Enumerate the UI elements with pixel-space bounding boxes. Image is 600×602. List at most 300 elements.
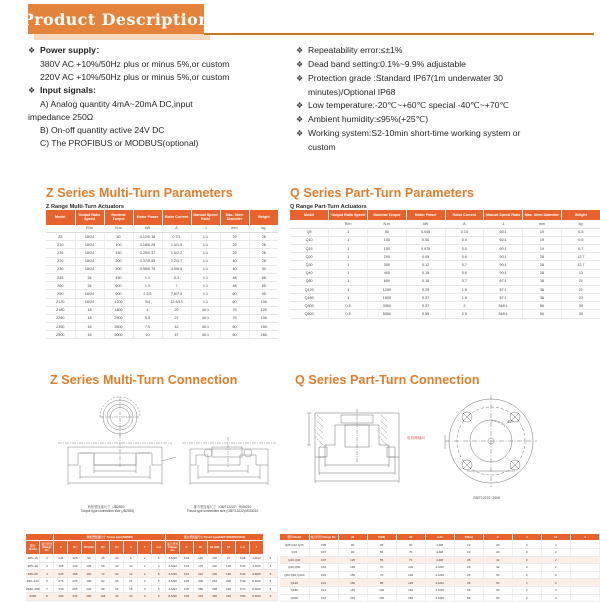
table-row <box>290 310 600 318</box>
table-cell: F35 <box>180 593 194 601</box>
column-header: H <box>483 534 512 541</box>
table-cell: 95 <box>249 290 278 298</box>
table-cell: 181 <box>338 586 367 594</box>
table-cell: 27 <box>162 314 191 322</box>
table-row <box>280 548 600 556</box>
table-cell: 2 <box>138 577 152 585</box>
table-cell: Z45~60 <box>26 570 40 578</box>
table-cell: 75 <box>220 306 249 314</box>
table-cell: Z90~120 <box>26 579 39 584</box>
column-header: Motor Power <box>133 210 162 225</box>
specs-left-column <box>0 44 292 154</box>
table-cell: 4-M8 <box>425 556 454 564</box>
q-parameters-title: Q Series Part-Turn Parameters <box>290 186 474 200</box>
table-cell: 1.1 <box>133 273 162 281</box>
column-header: T <box>138 541 152 555</box>
connection-section <box>0 373 600 514</box>
table-cell: 29 <box>220 233 249 241</box>
table-cell: 40:1 <box>191 331 220 339</box>
table-cell: 8-M16 <box>250 577 264 585</box>
table-cell: 21 <box>561 285 600 293</box>
table-row <box>26 562 278 570</box>
table-cell: Z10 <box>46 241 75 249</box>
table-cell: 225 <box>54 570 68 578</box>
table-cell: 21 <box>561 277 600 285</box>
table-cell: 300 <box>194 577 208 585</box>
diamond-bullet-icon: ❖ <box>296 60 304 69</box>
table-cell: 300 <box>104 265 133 273</box>
table-cell: 350 <box>194 585 208 593</box>
table-cell: 87:1 <box>484 277 523 285</box>
table-cell: 40:1 <box>191 314 220 322</box>
table-cell: 102 <box>208 555 222 563</box>
table-cell: 1 <box>329 236 368 244</box>
spec-item <box>296 113 600 126</box>
table-cell: Z45 <box>46 273 75 281</box>
table-cell: 345 <box>68 593 82 601</box>
table-cell: 70 <box>222 555 236 563</box>
table-cell: Z180 <box>46 306 75 314</box>
table-cell: 190 <box>82 577 96 585</box>
specifications-section <box>0 44 600 154</box>
table-cell: 29 <box>220 241 249 249</box>
table-cell: 12.7 <box>561 261 600 269</box>
table-cell: 165 <box>54 562 68 570</box>
table-cell: 130 <box>367 594 396 602</box>
table-cell: 56 <box>367 548 396 556</box>
table-cell: Q40 <box>290 269 329 277</box>
table-cell: 18/24 <box>75 233 104 241</box>
table-cell: 6 <box>263 593 277 601</box>
table-cell <box>570 571 599 579</box>
table-row <box>46 298 278 306</box>
table-cell <box>570 579 599 587</box>
table-cell: 400 <box>368 269 407 277</box>
table-cell: 0.09 <box>406 253 445 261</box>
unit-cell: R/m <box>329 220 368 228</box>
table-cell: 58 <box>249 273 278 281</box>
table-header-row <box>280 534 600 541</box>
table-cell: 1800 <box>368 294 407 302</box>
table-cell: 125 <box>68 555 82 563</box>
table-cell: 100 <box>104 241 133 249</box>
table-cell <box>570 556 599 564</box>
table-cell: 0.37 <box>406 302 445 310</box>
spec-item <box>296 99 600 112</box>
unit-cell: kW <box>133 225 162 233</box>
spec-text: Low temperature:-20℃~+60℃ special -40℃~+70℃ <box>308 100 510 110</box>
table-cell: 4-M24 <box>166 585 180 593</box>
table-cell: 0.55 <box>406 310 445 318</box>
table-cell: 90 <box>338 548 367 556</box>
table-cell: 12 <box>124 570 138 578</box>
column-header: Manual Speed Ratio <box>484 210 523 220</box>
table-cell: 30 <box>249 265 278 273</box>
table-cell: 4-M12 <box>166 562 180 570</box>
spec-text: impedance 250Ω <box>28 112 94 122</box>
column-header: Max. Stem Diameter <box>523 210 562 220</box>
z-thrust-caption-en: Thrust type connection size (GB/T12222)/ISO5210 <box>186 509 259 514</box>
table-cell: F07 <box>309 556 338 564</box>
table-cell: 46 <box>110 593 124 601</box>
table-cell: 0.25 <box>406 285 445 293</box>
table-cell: 8-M20 <box>250 585 264 593</box>
column-header: D4 <box>110 541 124 555</box>
table-cell: 3 <box>512 594 541 602</box>
q-dimensions-table <box>280 534 600 602</box>
table-cell: 900 <box>104 290 133 298</box>
table-cell: 38 <box>454 579 483 587</box>
table-row <box>290 269 600 277</box>
column-header: J <box>512 534 541 541</box>
table-cell: 3 <box>541 594 570 602</box>
table-cell: 18/24 <box>75 241 104 249</box>
table-cell: 0.15 <box>406 269 445 277</box>
table-cell: 4-M20 <box>166 577 180 585</box>
table-row <box>46 306 278 314</box>
column-header: b2 <box>541 534 570 541</box>
spec-item <box>296 72 600 85</box>
table-cell: Z60 <box>46 282 75 290</box>
unit-cell: mm <box>523 220 562 228</box>
z-torque-caption-en: Torque type connection size (JB2920) <box>80 509 135 514</box>
table-cell: 4-M12 <box>425 579 454 587</box>
table-cell: 60:1 <box>484 236 523 244</box>
table-cell: 0.5 <box>329 302 368 310</box>
table-cell: 18 <box>124 585 138 593</box>
table-cell: 295 <box>68 585 82 593</box>
table-cell: 38 <box>523 294 562 302</box>
table-cell: 60 <box>220 298 249 306</box>
table-cell: 35 <box>561 310 600 318</box>
table-row <box>280 571 600 579</box>
table-cell: 1200 <box>368 285 407 293</box>
table-cell: Q300 <box>290 302 329 310</box>
column-header: n-d4 <box>425 534 454 541</box>
table-cell: 60 <box>110 570 124 578</box>
table-cell: 7/80 <box>236 593 250 601</box>
title-banner <box>21 4 211 34</box>
table-cell: 1 <box>329 285 368 293</box>
table-cell: 40 <box>220 257 249 265</box>
table-row <box>290 261 600 269</box>
table-cell: 4-M10 <box>425 564 454 572</box>
table-cell: 20 <box>162 306 191 314</box>
table-cell: 5 <box>152 577 166 585</box>
table-cell: 1.6/2.2 <box>162 249 191 257</box>
table-cell: 230 <box>222 585 236 593</box>
table-cell: F10 <box>309 564 338 572</box>
table-cell: F14 <box>180 562 194 570</box>
table-cell: Q500 <box>290 310 329 318</box>
table-cell: Z25~30 <box>26 562 40 570</box>
table-cell: 7.6/7.9 <box>162 290 191 298</box>
table-cell: 3 <box>512 548 541 556</box>
spec-item <box>296 44 600 57</box>
column-header: Rotor Current <box>445 210 484 220</box>
table-cell: 1 <box>329 261 368 269</box>
table-cell: 120 <box>249 306 278 314</box>
table-cell: Z5 <box>46 233 75 241</box>
table-cell <box>570 586 599 594</box>
table-cell: 48 <box>220 273 249 281</box>
table-cell: Z350 <box>26 593 40 601</box>
q-parameters-table <box>290 210 600 319</box>
table-cell: 19 <box>523 236 562 244</box>
spec-text: Working system:S2-10min short-time working system or <box>308 128 521 138</box>
table-cell: 19 <box>454 548 483 556</box>
table-cell: 42 <box>483 564 512 572</box>
table-cell: Z250 <box>46 314 75 322</box>
table-cell: 4-M10 <box>250 555 264 563</box>
table-cell: 90:1 <box>484 261 523 269</box>
table-cell: Q120 <box>280 579 309 587</box>
column-header: Manual Speed Ratio <box>191 210 220 225</box>
table-cell: 175 <box>194 562 208 570</box>
table-cell: 4-M10 <box>425 571 454 579</box>
page-header <box>0 0 600 40</box>
table-cell: 7 <box>162 282 191 290</box>
table-cell: Z90 <box>46 290 75 298</box>
table-cell: F14 <box>309 586 338 594</box>
table-cell: 5 <box>263 577 277 585</box>
table-cell: 3 <box>512 564 541 572</box>
table-cell: 210 <box>194 570 208 578</box>
table-cell: 8-M30 <box>250 593 264 601</box>
q-parameters-subtitle: Q Range Part-Turn Actuators <box>290 204 367 210</box>
unit-cell: A <box>162 225 191 233</box>
table-cell: 18 <box>75 306 104 314</box>
table-row <box>46 290 278 298</box>
spec-text: Ambient humidity:≤95%(+25℃) <box>308 114 429 124</box>
table-cell: 45 <box>96 555 110 563</box>
unit-cell <box>46 225 75 233</box>
table-cell: 60 <box>483 594 512 602</box>
table-cell: 42 <box>483 556 512 564</box>
table-cell: 1.4/1.8 <box>162 241 191 249</box>
table-cell: Q60 <box>290 277 329 285</box>
table-cell: 150 <box>368 244 407 252</box>
table-cell: 200 <box>222 577 236 585</box>
table-cell: 19 <box>523 244 562 252</box>
table-cell: 35 <box>367 541 396 549</box>
specs-right-column <box>292 44 600 154</box>
unit-cell: N.m <box>368 220 407 228</box>
unit-cell <box>290 220 329 228</box>
table-cell: 82 <box>96 577 110 585</box>
table-cell: 1 <box>329 294 368 302</box>
table-cell: 0.37/0.55 <box>133 257 162 265</box>
table-cell: Z20 <box>46 257 75 265</box>
dimension-tables-section <box>0 534 600 602</box>
table-row <box>280 586 600 594</box>
table-cell: 102 <box>396 571 425 579</box>
table-cell: 7/36 <box>236 562 250 570</box>
table-cell: 600 <box>104 282 133 290</box>
column-header: Model <box>46 210 75 225</box>
table-cell: 6.5 <box>561 228 600 236</box>
table-cell: 90 <box>82 555 96 563</box>
table-cell: 5.5 <box>133 314 162 322</box>
table-cell: 28 <box>523 253 562 261</box>
table-row <box>26 585 278 593</box>
table-cell: 3 <box>512 571 541 579</box>
table-cell: 60 <box>483 586 512 594</box>
table-cell: 20 <box>483 548 512 556</box>
table-cell: 6 <box>124 555 138 563</box>
table-cell: 4-M20 <box>250 570 264 578</box>
table-cell: Z05~15 <box>26 555 40 563</box>
spec-item <box>28 44 292 57</box>
table-cell: 220 <box>82 585 96 593</box>
table-cell: 125 <box>194 555 208 563</box>
table-cell: 4-M8 <box>425 541 454 549</box>
z-parameters-block <box>0 186 278 339</box>
table-cell: 13 <box>110 585 124 593</box>
spec-text: Dead band setting:0.1%~9.9% adjustable <box>308 59 466 69</box>
table-cell: 5 <box>152 555 166 563</box>
z-thrust-caption-cn: 推力型连接尺寸（GB/T12222）ISO5210 <box>193 505 252 509</box>
table-cell: 6.6 <box>561 236 600 244</box>
table-cell: Z500 <box>46 331 75 339</box>
table-cell: F05 <box>309 541 338 549</box>
table-cell: 1:1 <box>191 257 220 265</box>
group-header <box>26 534 54 541</box>
column-header: T <box>250 541 264 555</box>
table-row <box>290 285 600 293</box>
unit-cell: R/m <box>75 225 104 233</box>
table-cell: 1:1 <box>191 233 220 241</box>
table-cell: 50 <box>396 541 425 549</box>
table-cell: 100 <box>249 298 278 306</box>
table-cell: Q20 <box>290 253 329 261</box>
table-cell: 5 <box>263 570 277 578</box>
table-row <box>280 564 600 572</box>
column-header: Nominal Torque <box>104 210 133 225</box>
table-row <box>46 241 278 249</box>
table-cell: 1.5 <box>133 282 162 290</box>
z-torque-caption-cn: 转矩型连接尺寸（JB2920） <box>87 505 128 509</box>
column-header: n-d <box>236 541 250 555</box>
table-cell: 100 <box>249 314 278 322</box>
q-flange-drawing-svg <box>295 395 575 505</box>
diamond-bullet-icon: ❖ <box>296 46 304 55</box>
column-header: 型号 Model <box>280 534 309 541</box>
table-cell: 3 <box>512 579 541 587</box>
unit-cell: :1 <box>484 220 523 228</box>
column-header: T(Max) <box>454 534 483 541</box>
table-cell: 280 <box>82 593 96 601</box>
table-cell: Z15 <box>46 249 75 257</box>
table-cell: 0.6 <box>445 253 484 261</box>
table-cell: 2 <box>40 555 54 563</box>
table-cell: Z180~250 <box>26 586 40 591</box>
table-cell: Q5 <box>290 228 329 236</box>
table-cell: 0.7 <box>445 261 484 269</box>
table-cell: 38 <box>454 586 483 594</box>
unit-cell: A <box>445 220 484 228</box>
column-header: D <box>180 541 194 555</box>
table-cell: 23 <box>561 294 600 302</box>
table-header-row <box>46 210 278 225</box>
table-cell: 38 <box>523 277 562 285</box>
table-cell: Q15 <box>290 244 329 252</box>
table-cell <box>570 548 599 556</box>
table-cell: 0.4 <box>445 236 484 244</box>
table-cell: 14 <box>124 577 138 585</box>
table-cell: 55 <box>367 556 396 564</box>
table-cell: 80 <box>220 331 249 339</box>
table-cell: 50 <box>368 228 407 236</box>
table-cell: F30 <box>180 585 194 593</box>
column-header: D2 (H9) <box>82 541 96 555</box>
table-cell: F10 <box>180 555 194 563</box>
table-cell: 18 <box>75 331 104 339</box>
table-cell: 50 <box>483 579 512 587</box>
table-cell: 140 <box>68 562 82 570</box>
table-cell: 90:1 <box>484 269 523 277</box>
table-cell: 72 <box>96 570 110 578</box>
column-header: n-d <box>152 541 166 555</box>
spec-text: Power supply： <box>40 45 105 55</box>
table-cell: 140 <box>396 586 425 594</box>
table-cell: 1.6 <box>445 294 484 302</box>
q-dimensions-block <box>278 534 600 602</box>
table-cell: 28 <box>523 261 562 269</box>
table-cell: 3/4 <box>133 298 162 306</box>
table-cell: 28 <box>454 564 483 572</box>
table-cell: 4 <box>133 306 162 314</box>
diamond-bullet-icon: ❖ <box>296 101 304 110</box>
table-cell: 0.18/0.25 <box>133 241 162 249</box>
table-cell: 26 <box>249 233 278 241</box>
spec-item <box>296 58 600 71</box>
table-cell: 1 <box>329 277 368 285</box>
table-cell: 20 <box>124 593 138 601</box>
table-cell: 415 <box>194 593 208 601</box>
table-cell: 0.7 <box>445 277 484 285</box>
table-row <box>46 257 278 265</box>
table-cell: 5000 <box>368 310 407 318</box>
table-cell: 7/70 <box>236 585 250 593</box>
column-header: Nominal Torque <box>368 210 407 220</box>
table-cell: 35 <box>561 302 600 310</box>
table-cell: 150 <box>338 579 367 587</box>
table-cell: 40:1 <box>191 323 220 331</box>
table-cell: 300 <box>368 261 407 269</box>
table-cell: 0.06 <box>406 236 445 244</box>
table-cell: 450 <box>104 273 133 281</box>
z-connection-block <box>0 373 285 514</box>
table-cell: 4-M16 <box>250 562 264 570</box>
column-header: D <box>54 541 68 555</box>
table-cell: 13 <box>561 269 600 277</box>
table-cell: 5 <box>263 585 277 593</box>
column-header: Weight <box>561 210 600 220</box>
table-cell: 195 <box>68 570 82 578</box>
table-cell: 1 <box>329 244 368 252</box>
table-cell: 26 <box>249 241 278 249</box>
spec-text: minutes)/Optional IP68 <box>308 87 396 97</box>
column-header: D2 (H9) <box>208 541 222 555</box>
table-cell: 28 <box>249 257 278 265</box>
table-cell: 2 <box>541 548 570 556</box>
table-cell: 1.8 <box>445 285 484 293</box>
table-cell: Z30 <box>46 265 75 273</box>
units-row <box>290 220 600 228</box>
table-cell: Z350 <box>46 323 75 331</box>
table-cell: 60:1 <box>484 228 523 236</box>
